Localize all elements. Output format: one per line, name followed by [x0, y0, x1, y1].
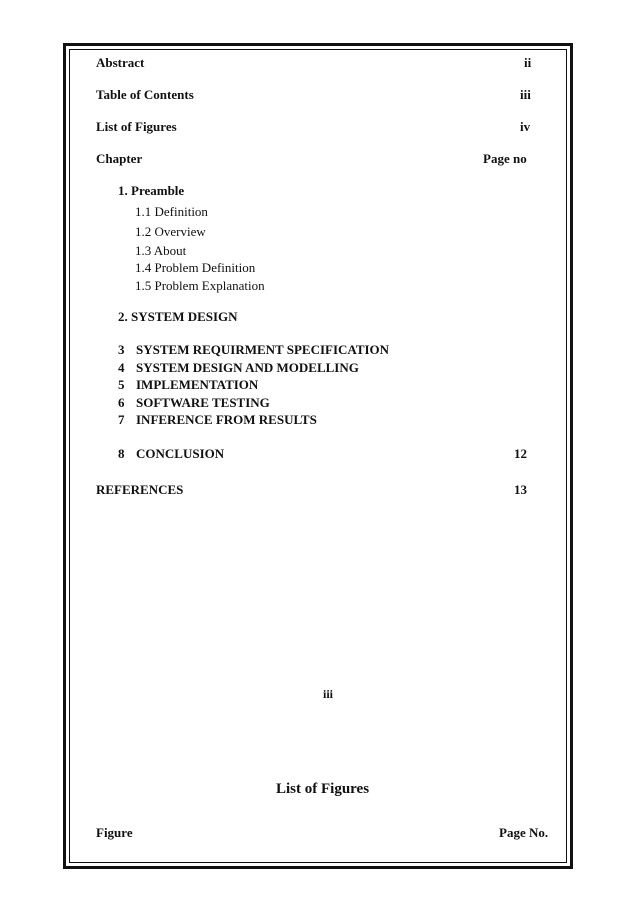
toc-figures-page: iv: [520, 119, 531, 134]
toc-chapter7-num: 7: [118, 412, 125, 427]
toc-chapter-header: Chapter: [96, 151, 143, 166]
toc-chapter5-title: IMPLEMENTATION: [136, 377, 259, 392]
toc-section-1-1: 1.1 Definition: [135, 204, 208, 219]
toc-figures-label: List of Figures: [96, 119, 177, 134]
toc-references-label: REFERENCES: [96, 482, 184, 497]
toc-contents-page: iii: [520, 87, 531, 102]
toc-chapter4: [118, 361, 359, 374]
toc-chapter6: [118, 396, 270, 409]
toc-section-1-4: 1.4 Problem Definition: [135, 260, 256, 275]
list-of-figures-col-page: Page No.: [499, 825, 549, 840]
toc-section-1-3: 1.3 About: [135, 243, 187, 258]
list-of-figures-col-figure: Figure: [96, 825, 133, 840]
toc-page-no-header: Page no: [483, 151, 527, 166]
toc-chapter5-num: 5: [118, 377, 125, 392]
toc-chapter5: [118, 378, 258, 391]
toc-chapter8-page: 12: [514, 446, 527, 461]
toc-chapter1-title: 1. Preamble: [118, 183, 185, 198]
toc-chapter8-title: CONCLUSION: [136, 446, 225, 461]
toc-chapter6-title: SOFTWARE TESTING: [136, 395, 270, 410]
toc-chapter6-num: 6: [118, 395, 125, 410]
list-of-figures-title: List of Figures: [276, 781, 370, 797]
toc-chapter8: [118, 447, 224, 460]
toc-chapter3-title: SYSTEM REQUIRMENT SPECIFICATION: [136, 342, 390, 357]
toc-abstract-label: Abstract: [96, 55, 145, 70]
toc-chapter3-num: 3: [118, 342, 125, 357]
page-number: iii: [323, 687, 334, 701]
toc-chapter8-num: 8: [118, 446, 125, 461]
toc-abstract-page: ii: [524, 55, 532, 70]
toc-chapter7-title: INFERENCE FROM RESULTS: [136, 412, 317, 427]
toc-references-page: 13: [514, 482, 527, 497]
toc-section-1-5: 1.5 Problem Explanation: [135, 278, 265, 293]
toc-contents-label: Table of Contents: [96, 87, 194, 102]
toc-chapter4-num: 4: [118, 360, 125, 375]
toc-chapter2-title: 2. SYSTEM DESIGN: [118, 309, 238, 324]
toc-chapter7: [118, 413, 317, 426]
toc-chapter3: [118, 343, 389, 356]
toc-chapter4-title: SYSTEM DESIGN AND MODELLING: [136, 360, 359, 375]
toc-section-1-2: 1.2 Overview: [135, 224, 206, 239]
